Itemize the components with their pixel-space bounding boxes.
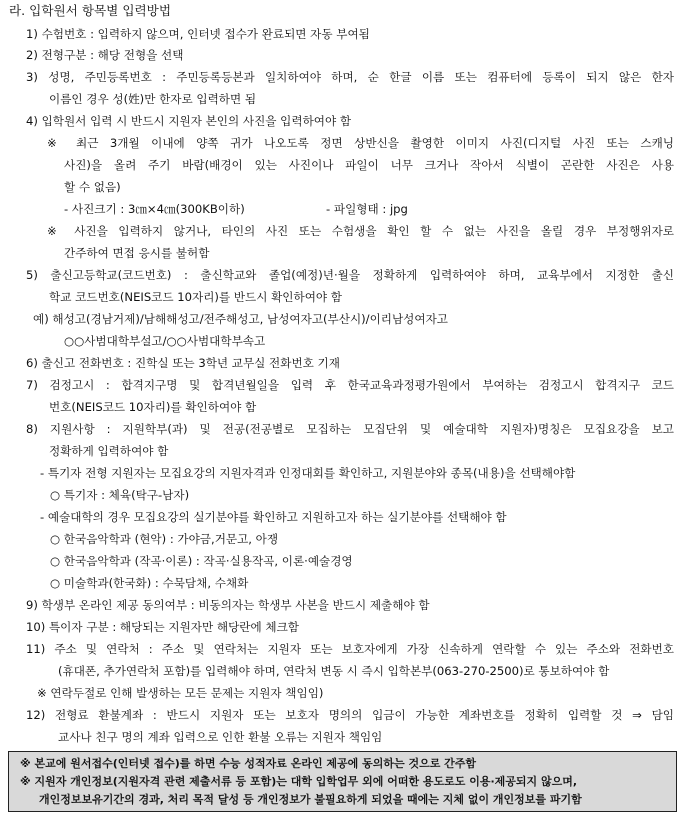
item-1: 1) 수험번호 : 입력하지 않으며, 인터넷 접수가 완료되면 자동 부여됨 — [26, 27, 370, 41]
item-7-cont: 번호(NEIS코드 10자리)를 확인하여야 함 — [49, 400, 257, 414]
item-5-example-cont: ○○사범대학부설고/○○사범대학부속고 — [64, 334, 266, 348]
item-3: 3) 성명, 주민등록번호 : 주민등록등본과 일치하여야 하며, 순 한글 이름 또는 컴퓨터에 등록이 되지 않은 한자 — [26, 70, 674, 84]
item-2: 2) 전형구분 : 해당 전형을 선택 — [26, 48, 184, 62]
item-4: 4) 입학원서 입력 시 반드시 지원자 본인의 사진을 입력하여야 함 — [26, 114, 352, 128]
item-12: 12) 전형료 환불계좌 : 반드시 지원자 또는 보호자 명의의 입금이 가능한 계좌번호를 정확히 입력할 것 ⇒ 담임 — [26, 708, 674, 722]
photo-format: - 파일형태 : jpg — [326, 202, 408, 216]
photo-size: - 사진크기 : 3㎝×4㎝(300KB이하) — [64, 202, 245, 216]
item-4-note-2-cont: 간주하여 면접 응시를 불허함 — [64, 246, 210, 260]
item-9: 9) 학생부 온라인 제공 동의여부 : 비동의자는 학생부 사본을 반드시 제출해야 함 — [26, 598, 430, 612]
item-3-cont: 이름인 경우 성(姓)만 한자로 입력하면 됨 — [49, 92, 257, 106]
item-8: 8) 지원사항 : 지원학부(과) 및 전공(전공별로 모집하는 모집단위 및 예술대학 지원자)명칭은 모집요강을 보고 — [26, 422, 674, 436]
notice-line-3: 개인정보보유기간의 경과, 처리 목적 달성 등 개인정보가 불필요하게 되었을 때에는 지체 없이 개인정보를 파기함 — [39, 793, 582, 806]
item-5-cont: 학교 코드번호(NEIS코드 10자리)를 반드시 확인하여야 함 — [49, 290, 342, 304]
item-11: 11) 주소 및 연락처 : 주소 및 연락처는 지원자 또는 보호자에게 가장 신속하게 연락할 수 있는 주소와 전화번호 — [26, 642, 674, 656]
notice-line-2: ※ 지원자 개인정보(지원자격 관련 제출서류 등 포함)는 대학 입학업무 외에 어떠한 용도로도 이용·제공되지 않으며, — [20, 775, 578, 788]
item-4-note-1-end: 할 수 없음) — [64, 180, 121, 194]
notice-line-1: ※ 본교에 원서접수(인터넷 접수)를 하면 수능 성적자료 온라인 제공에 동의하는 것으로 간주함 — [20, 757, 477, 770]
item-5: 5) 출신고등학교(코드번호) : 출신학교와 졸업(예정)년·월을 정확하게 입력하여야 하며, 교육부에서 지정한 출신 — [26, 268, 674, 282]
item-8-cont: 정확하게 입력하여야 함 — [49, 444, 169, 458]
item-4-note-1-cont: 사진)을 올려 주기 바람(배경이 있는 사진이나 파일이 너무 크거나 작아서 식별이 곤란한 사진은 사용 — [64, 158, 674, 172]
item-7: 7) 검정고시 : 합격지구명 및 합격년월일을 입력 후 한국교육과정평가원에서 부여하는 검정고시 합격지구 코드 — [26, 378, 674, 392]
item-11-note: ※ 연락두절로 인해 발생하는 모든 문제는 지원자 책임임) — [37, 686, 324, 700]
item-12-cont: 교사나 친구 명의 계좌 입력으로 인한 환불 오류는 지원자 책임임 — [58, 730, 383, 744]
item-8-special-sub: ○ 특기자 : 체육(탁구-남자) — [50, 488, 190, 502]
item-10: 10) 특이자 구분 : 해당되는 지원자만 해당란에 체크함 — [26, 620, 299, 634]
section-title: 라. 입학원서 항목별 입력방법 — [9, 3, 171, 18]
item-8-arts: - 예술대학의 경우 모집요강의 실기분야를 확인하고 지원하고자 하는 실기분야를 선택해야 함 — [40, 510, 507, 524]
item-8-special: - 특기자 전형 지원자는 모집요강의 지원자격과 인정대회를 확인하고, 지원분야와 종목(내용)을 선택해야함 — [40, 466, 576, 480]
item-6: 6) 출신고 전화번호 : 진학실 또는 3학년 교무실 전화번호 기재 — [26, 356, 340, 370]
item-4-note-2: ※ 사진을 입력하지 않거나, 타인의 사진 또는 수험생을 확인 할 수 없는 사진을 올릴 경우 부정행위자로 — [47, 224, 674, 238]
item-5-example: 예) 해성고(경남거제)/남해해성고/전주해성고, 남성여자고(부산시)/이리남성여자고 — [33, 312, 448, 326]
item-11-cont: (휴대폰, 추가연락처 포함)를 입력해야 하며, 연락처 변동 시 즉시 입학본부(063-270-2500)로 통보하여야 함 — [58, 664, 610, 678]
item-8-arts-sub-2: ○ 한국음악학과 (작곡·이론) : 작곡·실용작곡, 이론·예술경영 — [50, 554, 353, 568]
item-4-note-1: ※ 최근 3개월 이내에 양쪽 귀가 나오도록 정면 상반신을 촬영한 이미지 사진(디지털 사진 또는 스캐닝 — [47, 136, 674, 150]
item-8-arts-sub-3: ○ 미술학과(한국화) : 수묵담채, 수채화 — [50, 576, 249, 590]
notice-box — [8, 751, 677, 812]
item-8-arts-sub-1: ○ 한국음악학과 (현악) : 가야금,거문고, 아쟁 — [50, 532, 279, 546]
